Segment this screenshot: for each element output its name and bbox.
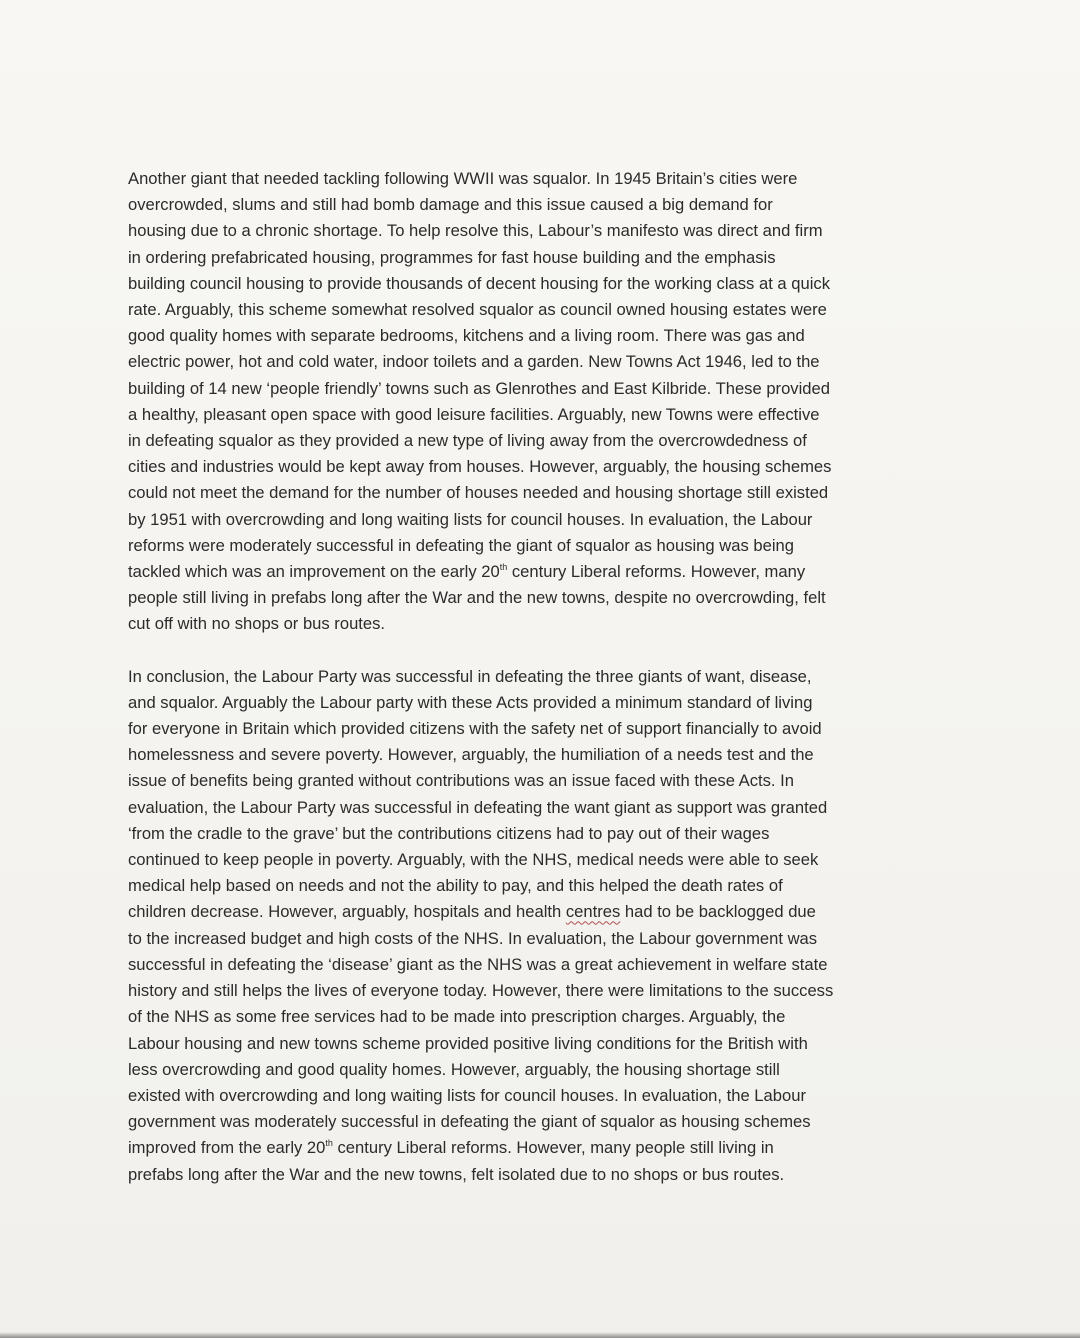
text-line	[128, 559, 960, 585]
text-line: to the increased budget and high costs of the NHS. In evaluation, the Labour government was	[128, 928, 818, 948]
text-line: existed with overcrowding and long waiting lists for council houses. In evaluation, the Labour	[128, 1085, 806, 1105]
ordinal-suffix: th	[499, 562, 508, 573]
text-line: Another giant that needed tackling following WWII was squalor. In 1945 Britain’s cities were	[128, 169, 798, 188]
text-line: for everyone in Britain which provided citizens with the safety net of support financially to avoid	[128, 719, 822, 739]
text-line: In conclusion, the Labour Party was successful in defeating the three giants of want, disease,	[128, 666, 812, 686]
text-line	[128, 899, 960, 925]
text-line: of the NHS as some free services had to be made into prescription charges. Arguably, the	[128, 1007, 786, 1027]
text-line: overcrowded, slums and still had bomb damage and this issue caused a big demand for	[128, 195, 773, 215]
text-run: century Liberal reforms. However, many	[507, 562, 806, 582]
text-run: century Liberal reforms. However, many people still living in	[332, 1138, 774, 1158]
text-run: improved from the early 20	[128, 1138, 326, 1158]
text-line: history and still helps the lives of everyone today. However, there were limitations to the success	[128, 981, 834, 1001]
text-line: could not meet the demand for the number of houses needed and housing shortage still existed	[128, 483, 829, 503]
text-line: prefabs long after the War and the new towns, felt isolated due to no shops or bus routes.	[128, 1164, 785, 1184]
text-line: homelessness and severe poverty. However, arguably, the humiliation of a needs test and the	[128, 745, 814, 765]
text-line	[128, 1135, 960, 1161]
text-run: tackled which was an improvement on the early 20	[128, 562, 500, 582]
text-line: continued to keep people in poverty. Arguably, with the NHS, medical needs were able to seek	[128, 850, 819, 870]
text-line: cities and industries would be kept away from houses. However, arguably, the housing schemes	[128, 457, 832, 477]
spellcheck-flagged-word: centres	[565, 902, 621, 922]
text-line: and squalor. Arguably the Labour party with these Acts provided a minimum standard of living	[128, 692, 813, 712]
text-line: in defeating squalor as they provided a new type of living away from the overcrowdedness of	[128, 431, 807, 451]
text-line: people still living in prefabs long after the War and the new towns, despite no overcrowding, felt	[128, 588, 826, 608]
text-run: children decrease. However, arguably, hospitals and health	[128, 902, 566, 922]
text-line: issue of benefits being granted without contributions was an issue faced with these Acts. In	[128, 771, 794, 791]
text-line: successful in defeating the ‘disease’ giant as the NHS was a great achievement in welfare state	[128, 954, 828, 974]
text-line: government was moderately successful in defeating the giant of squalor as housing schemes	[128, 1112, 811, 1132]
text-line: building of 14 new ‘people friendly’ towns such as Glenrothes and East Kilbride. These provided	[128, 378, 830, 398]
text-line: less overcrowding and good quality homes. However, arguably, the housing shortage still	[128, 1059, 780, 1079]
text-line: good quality homes with separate bedrooms, kitchens and a living room. There was gas and	[128, 326, 805, 346]
text-run: had to be backlogged due	[620, 902, 816, 922]
text-line: by 1951 with overcrowding and long waiting lists for council houses. In evaluation, the Labour	[128, 509, 813, 529]
text-line: reforms were moderately successful in defeating the giant of squalor as housing was being	[128, 535, 794, 555]
text-line: in ordering prefabricated housing, programmes for fast house building and the emphasis	[128, 247, 776, 267]
page-edge-shadow	[0, 1332, 1080, 1338]
text-line: medical help based on needs and not the ability to pay, and this helped the death rates of	[128, 876, 783, 896]
text-line: evaluation, the Labour Party was successful in defeating the want giant as support was granted	[128, 797, 828, 817]
text-line: rate. Arguably, this scheme somewhat resolved squalor as council owned housing estates were	[128, 300, 827, 320]
ordinal-suffix: th	[325, 1138, 333, 1149]
essay-body	[128, 166, 960, 1214]
text-line: cut off with no shops or bus routes.	[128, 614, 386, 634]
text-line: building council housing to provide thousands of decent housing for the working class at a quick	[128, 273, 830, 293]
text-line: electric power, hot and cold water, indoor toilets and a garden. New Towns Act 1946, led to the	[128, 352, 820, 372]
text-line: housing due to a chronic shortage. To help resolve this, Labour’s manifesto was direct and firm	[128, 221, 823, 241]
text-line: Labour housing and new towns scheme provided positive living conditions for the British with	[128, 1033, 808, 1053]
paragraph-squalor	[128, 166, 960, 638]
paragraph-conclusion	[128, 664, 960, 1188]
text-line: ‘from the cradle to the grave’ but the contributions citizens had to pay out of their wages	[128, 823, 770, 843]
text-line: a healthy, pleasant open space with good leisure facilities. Arguably, new Towns were effective	[128, 404, 820, 424]
